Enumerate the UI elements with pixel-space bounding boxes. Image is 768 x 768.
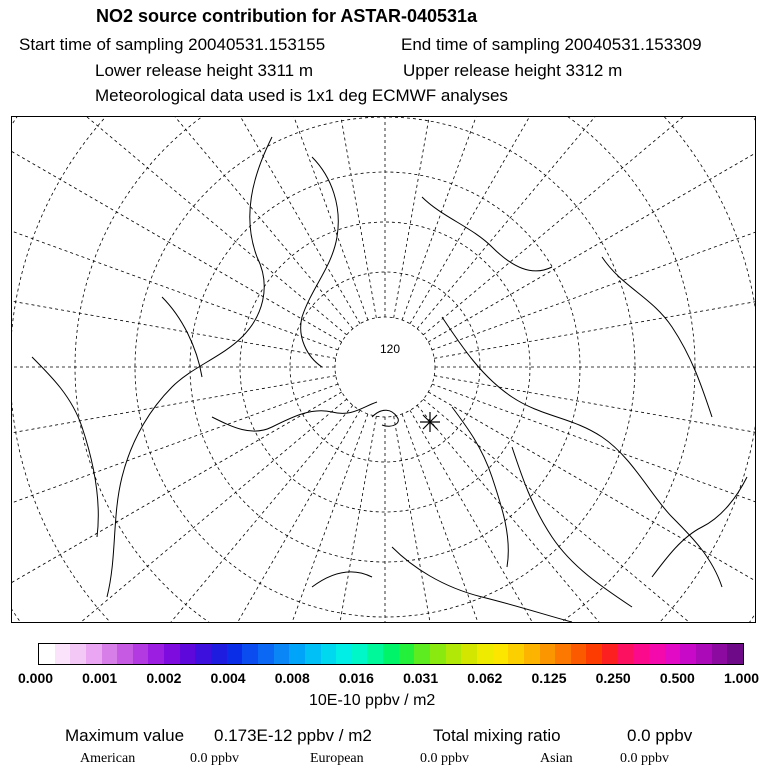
colorbar-cell <box>680 644 696 664</box>
meridian-line <box>263 416 376 623</box>
meridian-line <box>402 117 624 320</box>
colorbar-tick-label: 0.004 <box>210 670 246 686</box>
colorbar-cell <box>712 644 728 664</box>
colorbar-cell <box>148 644 164 664</box>
meridian-line <box>432 128 756 350</box>
meridian-line <box>12 399 347 623</box>
meridian-line <box>402 414 624 623</box>
colorbar-cell <box>586 644 602 664</box>
colorbar-tick-label: 0.001 <box>82 670 118 686</box>
colorbar-cell <box>665 644 681 664</box>
meridian-line <box>12 376 336 489</box>
meridian-line <box>35 117 360 324</box>
meridian-line <box>12 245 336 358</box>
region-name: American <box>80 751 136 766</box>
end-time-label: End time of sampling 20040531.153309 <box>401 35 702 54</box>
latitude-circle <box>290 272 480 462</box>
latitude-circle <box>335 317 435 417</box>
contour-label: 120 <box>380 342 401 356</box>
meridian-line <box>394 416 507 623</box>
meridian-line <box>410 117 735 324</box>
colorbar <box>38 643 744 665</box>
lower-height-label: Lower release height 3311 m <box>95 61 313 80</box>
colorbar-cell <box>696 644 712 664</box>
latitude-circle <box>240 222 530 512</box>
polar-map <box>11 116 756 623</box>
region-name: European <box>310 751 364 766</box>
meridian-line <box>434 245 756 358</box>
colorbar-cell <box>571 644 587 664</box>
colorbar-tick-label: 0.008 <box>274 670 310 686</box>
colorbar-cell <box>180 644 196 664</box>
latlon-grid <box>12 117 756 623</box>
colorbar-cell <box>39 644 55 664</box>
met-data-label: Meteorological data used is 1x1 deg ECMWF analyses <box>95 86 508 105</box>
unit-label: 10E-10 ppbv / m2 <box>309 692 436 709</box>
colorbar-cell <box>227 644 243 664</box>
colorbar-cell <box>399 644 415 664</box>
max-value: 0.173E-12 ppbv / m2 <box>214 726 372 745</box>
meridian-line <box>434 376 756 489</box>
colorbar-cell <box>649 644 665 664</box>
meridian-line <box>146 414 368 623</box>
meridian-line <box>12 392 342 623</box>
upper-height-label: Upper release height 3312 m <box>403 61 623 80</box>
colorbar-cell <box>493 644 509 664</box>
colorbar-cell <box>555 644 571 664</box>
colorbar-cell <box>133 644 149 664</box>
colorbar-cell <box>258 644 274 664</box>
meridian-line <box>12 128 338 350</box>
colorbar-cell <box>602 644 618 664</box>
latitude-circle <box>12 117 756 623</box>
colorbar-cell <box>70 644 86 664</box>
colorbar-tick-label: 0.031 <box>403 670 439 686</box>
colorbar-cell <box>117 644 133 664</box>
region-value: 0.0 ppbv <box>190 751 239 766</box>
colorbar-tick-label: 1.000 <box>724 670 760 686</box>
total-mixing-label: Total mixing ratio <box>433 726 561 745</box>
colorbar-cell <box>618 644 634 664</box>
colorbar-cell <box>508 644 524 664</box>
meridian-line <box>12 117 342 342</box>
colorbar-tick-label: 0.500 <box>659 670 695 686</box>
meridian-line <box>263 117 376 318</box>
meridian-line <box>432 384 756 606</box>
colorbar-cell <box>55 644 71 664</box>
colorbar-tick-label: 0.016 <box>338 670 374 686</box>
meridian-line <box>12 384 338 606</box>
meridian-line <box>428 117 756 342</box>
colorbar-cell <box>242 644 258 664</box>
meridian-line <box>12 117 347 335</box>
colorbar-cell <box>727 644 743 664</box>
colorbar-cell <box>446 644 462 664</box>
meridian-line <box>12 405 353 623</box>
total-mixing-value: 0.0 ppbv <box>627 726 693 745</box>
colorbar-cell <box>86 644 102 664</box>
colorbar-cell <box>352 644 368 664</box>
colorbar-cell <box>430 644 446 664</box>
meridian-line <box>428 392 756 623</box>
colorbar-cell <box>367 644 383 664</box>
colorbar-cell <box>524 644 540 664</box>
meridian-line <box>423 399 756 623</box>
meridian-line <box>423 117 756 335</box>
colorbar-cell <box>305 644 321 664</box>
colorbar-cell <box>195 644 211 664</box>
colorbar-cell <box>321 644 337 664</box>
map-title: NO2 source contribution for ASTAR-040531a <box>96 6 478 26</box>
colorbar-cell <box>461 644 477 664</box>
map-canvas <box>12 117 756 623</box>
colorbar-cell <box>477 644 493 664</box>
colorbar-cell <box>211 644 227 664</box>
colorbar-cell <box>102 644 118 664</box>
colorbar-cell <box>540 644 556 664</box>
meridian-line <box>146 117 368 320</box>
latitude-circle <box>135 117 635 617</box>
station-marker <box>420 412 440 432</box>
coastlines <box>32 137 747 622</box>
meridian-line <box>417 405 756 623</box>
colorbar-cell <box>633 644 649 664</box>
colorbar-cell <box>414 644 430 664</box>
latitude-circle <box>75 117 695 623</box>
colorbar-tick-label: 0.250 <box>595 670 631 686</box>
meridian-line <box>410 410 735 623</box>
region-value: 0.0 ppbv <box>620 751 669 766</box>
colorbar-tick-label: 0.125 <box>531 670 567 686</box>
start-time-label: Start time of sampling 20040531.153155 <box>19 35 326 54</box>
colorbar-cell <box>289 644 305 664</box>
colorbar-cell <box>164 644 180 664</box>
colorbar-cell <box>383 644 399 664</box>
region-value: 0.0 ppbv <box>420 751 469 766</box>
latitude-circle <box>12 117 756 623</box>
region-name: Asian <box>540 751 573 766</box>
meridian-line <box>35 410 360 623</box>
colorbar-tick-label: 0.002 <box>146 670 182 686</box>
colorbar-tick-label: 0.000 <box>18 670 54 686</box>
colorbar-cell <box>274 644 290 664</box>
colorbar-cell <box>336 644 352 664</box>
colorbar-tick-label: 0.062 <box>467 670 503 686</box>
max-value-label: Maximum value <box>65 726 185 745</box>
